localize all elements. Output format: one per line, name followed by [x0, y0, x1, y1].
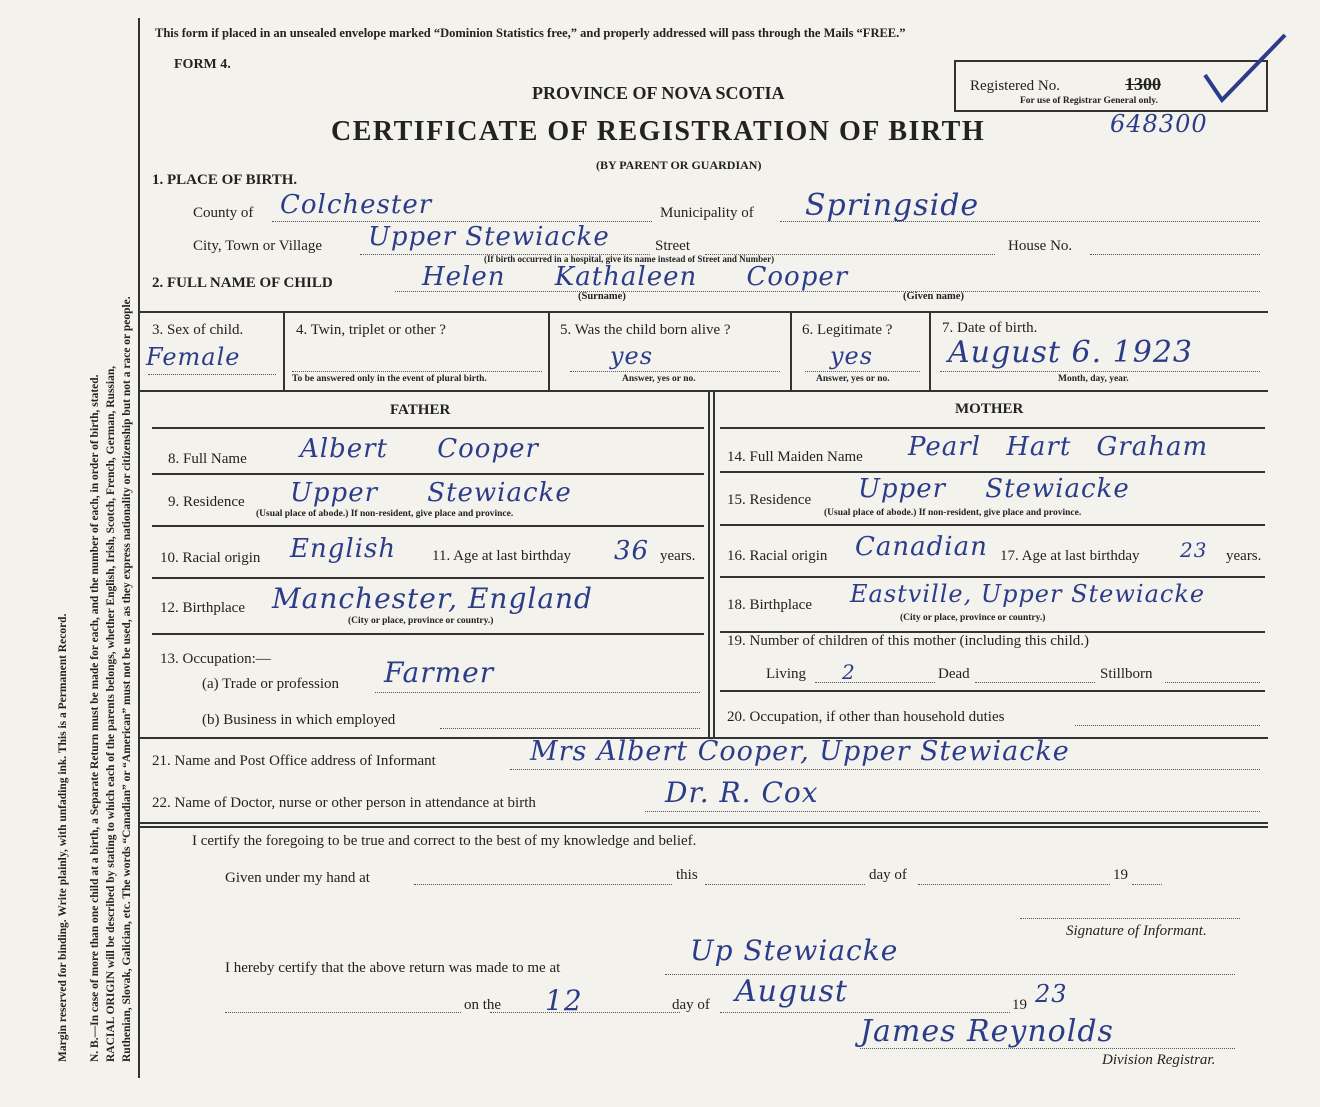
given-name-note: (Given name)	[903, 291, 964, 302]
certify-rule-b	[140, 826, 1268, 828]
doctor-label: 22. Name of Doctor, nurse or other person in attendance at birth	[152, 795, 536, 811]
mother-children-label: 19. Number of children of this mother (including this child.)	[727, 633, 1090, 649]
sex-value[interactable]: Female	[146, 343, 241, 371]
row-divider-3	[790, 311, 792, 391]
mother-age-value[interactable]: 23	[1180, 538, 1208, 562]
mother-rule-2	[720, 524, 1265, 526]
father-residence-label: 9. Residence	[168, 494, 245, 510]
given-nineteen-label: 19	[1113, 867, 1128, 883]
house-line	[1090, 254, 1260, 255]
mother-stillborn-label: Stillborn	[1100, 666, 1153, 682]
margin-note-binding: Margin reserved for binding. Write plainly, with unfading ink. This is a Permanent Record.	[57, 613, 69, 1062]
registrar-day-line	[490, 1012, 680, 1013]
legitimate-value[interactable]: yes	[830, 342, 874, 370]
alive-line	[570, 371, 780, 372]
street-note: (If birth occurred in a hospital, give its name instead of Street and Number)	[484, 254, 775, 264]
mother-stillborn-line	[1165, 682, 1260, 683]
house-label: House No.	[1008, 238, 1073, 254]
registrar-day-value[interactable]: 12	[545, 984, 583, 1017]
twin-line	[292, 371, 542, 372]
center-divider-b	[713, 392, 715, 737]
legitimate-label: 6. Legitimate ?	[802, 322, 893, 338]
form-number: FORM 4.	[174, 57, 231, 72]
father-name-label: 8. Full Name	[168, 451, 247, 467]
father-birthplace-note: (City or place, province or country.)	[348, 616, 494, 626]
city-value[interactable]: Upper Stewiacke	[368, 222, 610, 252]
father-name-value[interactable]: Albert Cooper	[300, 434, 539, 464]
legitimate-note: Answer, yes or no.	[816, 374, 890, 384]
municipality-label: Municipality of	[660, 205, 754, 221]
surname-note: (Surname)	[578, 291, 626, 302]
alive-value[interactable]: yes	[610, 342, 654, 370]
doctor-line	[645, 811, 1260, 812]
province-heading: PROVINCE OF NOVA SCOTIA	[532, 83, 785, 103]
mother-living-value[interactable]: 2	[842, 660, 856, 684]
father-business-label: (b) Business in which employed	[202, 712, 396, 728]
given-place-line	[414, 884, 672, 885]
registrar-year-prefix: 19	[1012, 997, 1027, 1013]
registrar-signature-label: Division Registrar.	[1102, 1052, 1216, 1068]
twin-label: 4. Twin, triplet or other ?	[296, 322, 446, 338]
given-day-of-label: day of	[869, 867, 907, 883]
center-divider-a	[708, 392, 710, 737]
dob-value[interactable]: August 6. 1923	[948, 335, 1194, 370]
mother-occupation-line	[1075, 725, 1260, 726]
mother-living-line	[815, 682, 935, 683]
child-name-value[interactable]: Helen Kathaleen Cooper	[422, 262, 849, 292]
registered-label: Registered No.	[970, 78, 1060, 94]
father-birthplace-label: 12. Birthplace	[160, 600, 245, 616]
doctor-value[interactable]: Dr. R. Cox	[665, 776, 819, 809]
sex-label: 3. Sex of child.	[152, 322, 244, 338]
registrar-place-value[interactable]: Up Stewiacke	[690, 934, 899, 967]
mother-dead-label: Dead	[938, 666, 970, 682]
mother-residence-note: (Usual place of abode.) If non-resident, give place and province.	[824, 508, 1082, 518]
father-residence-note: (Usual place of abode.) If non-resident, give place and province.	[256, 509, 514, 519]
mother-living-label: Living	[766, 666, 806, 682]
sex-line	[148, 374, 276, 375]
child-name-label: 2. FULL NAME OF CHILD	[152, 275, 333, 291]
informant-line	[510, 769, 1260, 770]
mother-birthplace-note: (City or place, province or country.)	[900, 613, 1046, 623]
registrar-year-value[interactable]: 23	[1035, 980, 1068, 1008]
mother-rule-3	[720, 576, 1265, 578]
father-occupation-label: 13. Occupation:—	[160, 651, 271, 667]
father-heading: FATHER	[390, 402, 451, 418]
mother-age-label: 17. Age at last birthday	[1000, 548, 1140, 564]
street-label: Street	[655, 238, 690, 254]
father-trade-value[interactable]: Farmer	[384, 656, 495, 689]
mother-occupation-label: 20. Occupation, if other than household duties	[727, 709, 1005, 725]
father-trade-label: (a) Trade or profession	[202, 676, 340, 692]
given-this-label: this	[676, 867, 698, 883]
place-of-birth-heading: 1. PLACE OF BIRTH.	[152, 172, 298, 188]
registered-value: 1300	[1125, 74, 1161, 94]
alive-label: 5. Was the child born alive ?	[560, 322, 731, 338]
county-value[interactable]: Colchester	[280, 190, 433, 220]
mother-name-value[interactable]: Pearl Hart Graham	[908, 432, 1209, 462]
mother-residence-label: 15. Residence	[727, 492, 812, 508]
twin-note: To be answered only in the event of plural birth.	[292, 374, 487, 384]
registered-note: For use of Registrar General only.	[1020, 96, 1158, 106]
mother-racial-value[interactable]: Canadian	[855, 532, 988, 562]
mother-rule-1	[720, 471, 1265, 473]
dob-note: Month, day, year.	[1058, 374, 1129, 384]
top-notice: This form if placed in an unsealed envelope marked “Dominion Statistics free,” and properly addressed will pass through the Mails “FREE.”	[155, 26, 906, 40]
mother-heading: MOTHER	[955, 401, 1024, 417]
dob-label: 7. Date of birth.	[942, 320, 1038, 336]
row-divider-4	[929, 311, 931, 391]
registrar-month-line	[720, 1012, 1010, 1013]
registrar-signature-line	[860, 1048, 1235, 1049]
mother-racial-label: 16. Racial origin	[727, 548, 828, 564]
father-trade-line	[375, 692, 700, 693]
father-rule-1	[152, 473, 704, 475]
mother-dead-line	[975, 682, 1095, 683]
given-day-line	[705, 884, 865, 885]
checkmark-icon	[1200, 30, 1290, 105]
mother-years-label: years.	[1226, 548, 1262, 564]
margin-note-racial-origin-cont: Ruthenian, Slovak, Galician, etc. The words “Canadian” or “American” must not be used, as they express nationality or citizenship but not a race or people.	[121, 296, 133, 1062]
form-left-border	[138, 18, 140, 1078]
dob-line	[940, 371, 1260, 372]
father-birthplace-value[interactable]: Manchester, England	[272, 582, 593, 615]
informant-signature-line	[1020, 918, 1240, 919]
registered-handwritten-number: 648300	[1110, 110, 1208, 138]
municipality-value[interactable]: Springside	[805, 188, 980, 223]
given-month-line	[918, 884, 1110, 885]
father-age-label: 11. Age at last birthday	[432, 548, 571, 564]
page-title: CERTIFICATE OF REGISTRATION OF BIRTH	[331, 116, 986, 147]
father-racial-value[interactable]: English	[290, 534, 397, 564]
county-label: County of	[193, 205, 254, 221]
informant-label: 21. Name and Post Office address of Informant	[152, 753, 436, 769]
registrar-month-value[interactable]: August	[735, 974, 848, 1009]
registrar-on-lead-line	[225, 1012, 461, 1013]
father-rule-2	[152, 525, 704, 527]
page-subtitle: (BY PARENT OR GUARDIAN)	[596, 158, 762, 172]
mother-name-label: 14. Full Maiden Name	[727, 449, 863, 465]
alive-note: Answer, yes or no.	[622, 374, 696, 384]
mother-birthplace-label: 18. Birthplace	[727, 597, 812, 613]
father-rule-4	[152, 633, 704, 635]
certify-rule-a	[140, 822, 1268, 824]
margin-note-racial-origin: RACIAL ORIGIN will be described by stating to which each of the parents belongs, whether English, Irish, Scotch, French, German, Russian,	[105, 365, 117, 1062]
given-under-label: Given under my hand at	[225, 870, 370, 886]
legitimate-line	[805, 371, 920, 372]
registrar-day-of-label: day of	[672, 997, 710, 1013]
row-divider-2	[548, 311, 550, 391]
father-years-label: years.	[660, 548, 696, 564]
registrar-signature: James Reynolds	[860, 1014, 1114, 1049]
row-divider-1	[283, 311, 285, 391]
father-rule-3	[152, 577, 704, 579]
row-bottom-rule	[140, 390, 1268, 392]
registrar-statement: I hereby certify that the above return was made to me at	[225, 960, 561, 976]
father-racial-label: 10. Racial origin	[160, 550, 261, 566]
row-top-rule	[140, 311, 1268, 313]
father-heading-rule	[152, 427, 704, 429]
informant-signature-label: Signature of Informant.	[1066, 923, 1207, 939]
father-residence-value[interactable]: Upper Stewiacke	[290, 478, 572, 508]
certify-statement: I certify the foregoing to be true and correct to the best of my knowledge and belief.	[192, 833, 697, 849]
mother-birthplace-value[interactable]: Eastville, Upper Stewiacke	[850, 580, 1206, 608]
informant-value[interactable]: Mrs Albert Cooper, Upper Stewiacke	[530, 736, 1070, 767]
mother-heading-rule	[720, 427, 1265, 429]
father-business-line	[440, 728, 700, 729]
given-year-line	[1132, 884, 1162, 885]
margin-note-multiple-births: N. B.—In case of more than one child at a birth, a Separate Return must be made for each, and the number of each, in order of birth, stated.	[89, 374, 101, 1062]
mother-rule-5	[720, 690, 1265, 692]
father-age-value[interactable]: 36	[614, 536, 650, 566]
registrar-on-the-label: on the	[464, 997, 502, 1013]
mother-residence-value[interactable]: Upper Stewiacke	[858, 474, 1130, 504]
city-label: City, Town or Village	[193, 238, 323, 254]
